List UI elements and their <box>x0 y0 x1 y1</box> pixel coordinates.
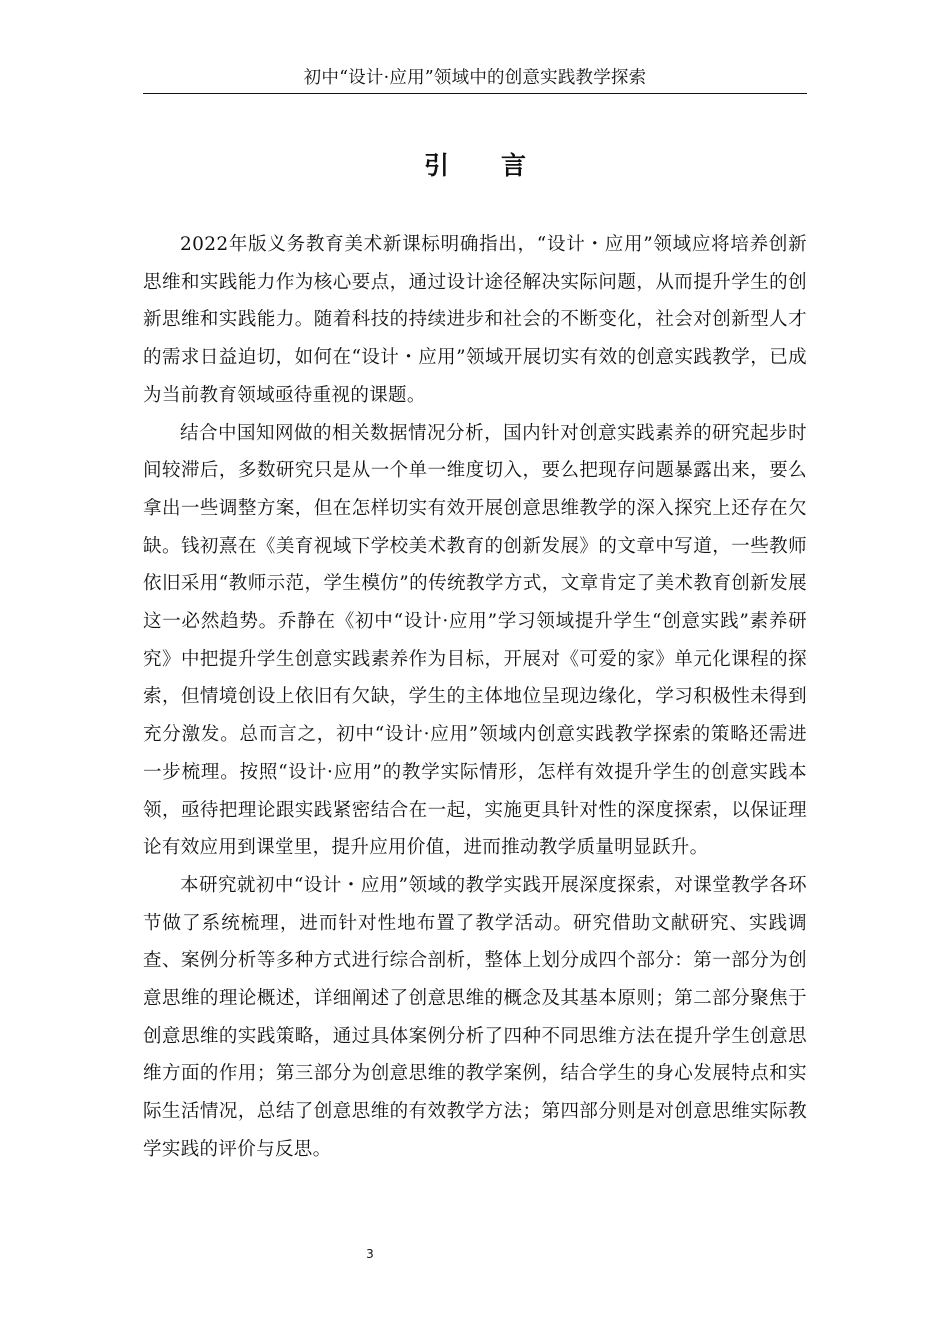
running-header: 初中“设计·应用”领域中的创意实践教学探索 <box>303 68 647 88</box>
body-text <box>143 226 807 1169</box>
page-number: 3 <box>366 1247 374 1261</box>
paragraph-2: 结合中国知网做的相关数据情况分析，国内针对创意实践素养的研究起步时间较滞后，多数研究只是从一个单一维度切入，要么把现存问题暴露出来，要么拿出一些调整方案，但在怎样切实有效开展创意思维教学的深入探究上还存在欠缺。钱初熹在《美育视域下学校美术教育的创新发展》的文章中写道，一些教师依旧采用“教师示范，学生模仿”的传统教学方式，文章肯定了美术教育创新发展这一必然趋势。乔静在《初中“设计·应用”学习领域提升学生“创意实践”素养研究》中把提升学生创意实践素养作为目标，开展对《可爱的家》单元化课程的探索，但情境创设上依旧有欠缺，学生的主体地位呈现边缘化，学习积极性未得到充分激发。总而言之，初中“设计·应用”领域内创意实践教学探索的策略还需进一步梳理。按照“设计·应用”的教学实际情形，怎样有效提升学生的创意实践本领，亟待把理论跟实践紧密结合在一起，实施更具针对性的深度探索，以保证理论有效应用到课堂里，提升应用价值，进而推动教学质量明显跃升。 <box>143 422 807 859</box>
section-title: 引言 <box>423 151 578 180</box>
paragraph-1: 2022年版义务教育美术新课标明确指出，“设计・应用”领域应将培养创新思维和实践能力作为核心要点，通过设计途径解决实际问题，从而提升学生的创新思维和实践能力。随着科技的持续进步和社会的不断变化，社会对创新型人才的需求日益迫切，如何在“设计・应用”领域开展切实有效的创意实践教学，已成为当前教育领域亟待重视的课题。 <box>143 234 807 406</box>
paragraph-3: 本研究就初中“设计・应用”领域的教学实践开展深度探索，对课堂教学各环节做了系统梳理，进而针对性地布置了教学活动。研究借助文献研究、实践调查、案例分析等多种方式进行综合剖析，整体上划分成四个部分：第一部分为创意思维的理论概述，详细阐述了创意思维的概念及其基本原则；第二部分聚焦于创意思维的实践策略，通过具体案例分析了四种不同思维方法在提升学生创意思维方面的作用；第三部分为创意思维的教学案例，结合学生的身心发展特点和实际生活情况，总结了创意思维的有效教学方法；第四部分则是对创意思维实际教学实践的评价与反思。 <box>143 874 807 1160</box>
header-rule <box>143 93 807 94</box>
